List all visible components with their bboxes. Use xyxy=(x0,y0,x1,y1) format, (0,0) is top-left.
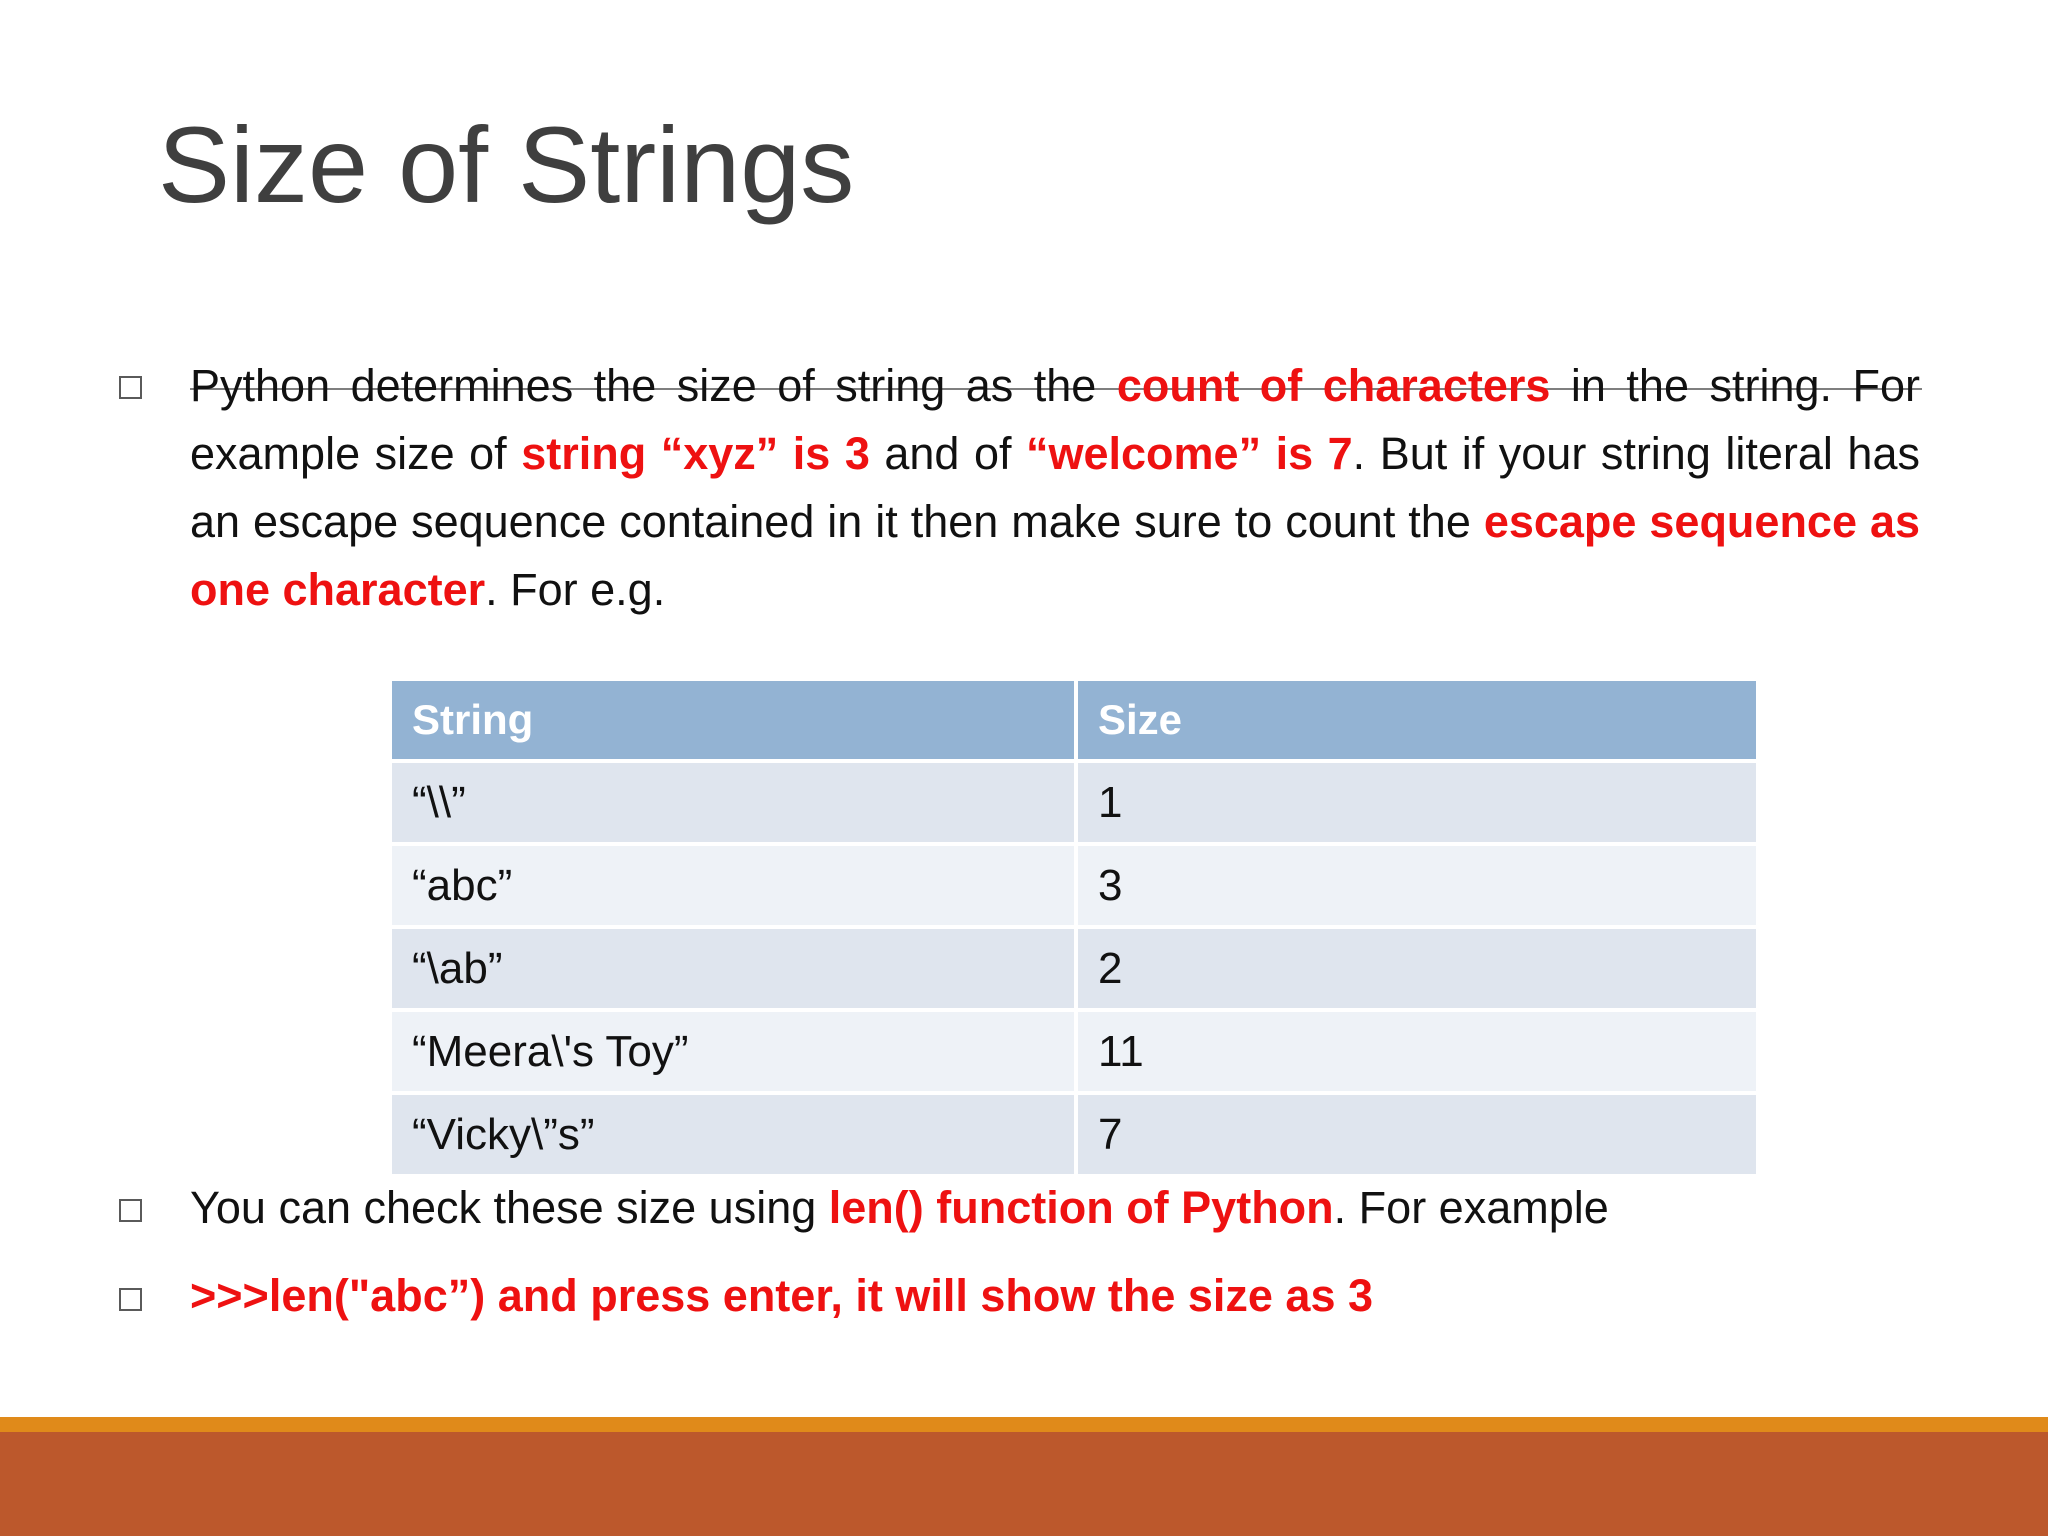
cell-size: 1 xyxy=(1076,761,1756,844)
table-row xyxy=(392,927,1756,1010)
paragraph-string-size xyxy=(190,352,1920,624)
header-size: Size xyxy=(1076,681,1756,761)
table-row xyxy=(392,844,1756,927)
table-row xyxy=(392,1093,1756,1174)
para1-highlight-4: escape sequence as one character xyxy=(190,496,1920,615)
para1-highlight-3: “welcome” is 7 xyxy=(1026,428,1353,479)
para2-text-1: You can check these size using xyxy=(190,1182,829,1233)
slide-title: Size of Strings xyxy=(158,104,855,225)
table-header-row xyxy=(392,681,1756,761)
footer-accent-stripe xyxy=(0,1417,2048,1432)
para1-highlight-2: string “xyz” is 3 xyxy=(521,428,870,479)
cell-size: 3 xyxy=(1076,844,1756,927)
cell-size: 7 xyxy=(1076,1093,1756,1174)
cell-string: “\\” xyxy=(392,761,1076,844)
table-row xyxy=(392,1010,1756,1093)
footer-band xyxy=(0,1432,2048,1536)
bullet-square-icon xyxy=(119,376,142,399)
bullet-square-icon xyxy=(119,1199,142,1222)
string-size-table xyxy=(392,681,1756,1174)
para2-text-2: . For example xyxy=(1333,1182,1609,1233)
cell-string: “Vicky\”s” xyxy=(392,1093,1076,1174)
table-row xyxy=(392,761,1756,844)
para1-text-5: . For e.g. xyxy=(485,564,666,615)
cell-size: 11 xyxy=(1076,1010,1756,1093)
bullet-square-icon xyxy=(119,1288,142,1311)
cell-string: “abc” xyxy=(392,844,1076,927)
header-string: String xyxy=(392,681,1076,761)
paragraph-len-example: >>>len("abc”) and press enter, it will show the size as 3 xyxy=(190,1270,1374,1321)
para2-highlight: len() function of Python xyxy=(828,1182,1334,1233)
cell-string: “\ab” xyxy=(392,927,1076,1010)
cell-string: “Meera\'s Toy” xyxy=(392,1010,1076,1093)
para1-highlight-1: count of characters xyxy=(1116,360,1551,411)
para1-text-1: Python determines the size of string as the xyxy=(190,360,1117,411)
para1-text-3: and of xyxy=(869,428,1026,479)
para1-text-2: in the string. For example size of xyxy=(190,360,1920,479)
cell-size: 2 xyxy=(1076,927,1756,1010)
paragraph-len-function xyxy=(190,1178,1609,1238)
para1-text-4: . But if your string literal has an escape sequence contained in it then make sure to count the xyxy=(190,428,1920,547)
